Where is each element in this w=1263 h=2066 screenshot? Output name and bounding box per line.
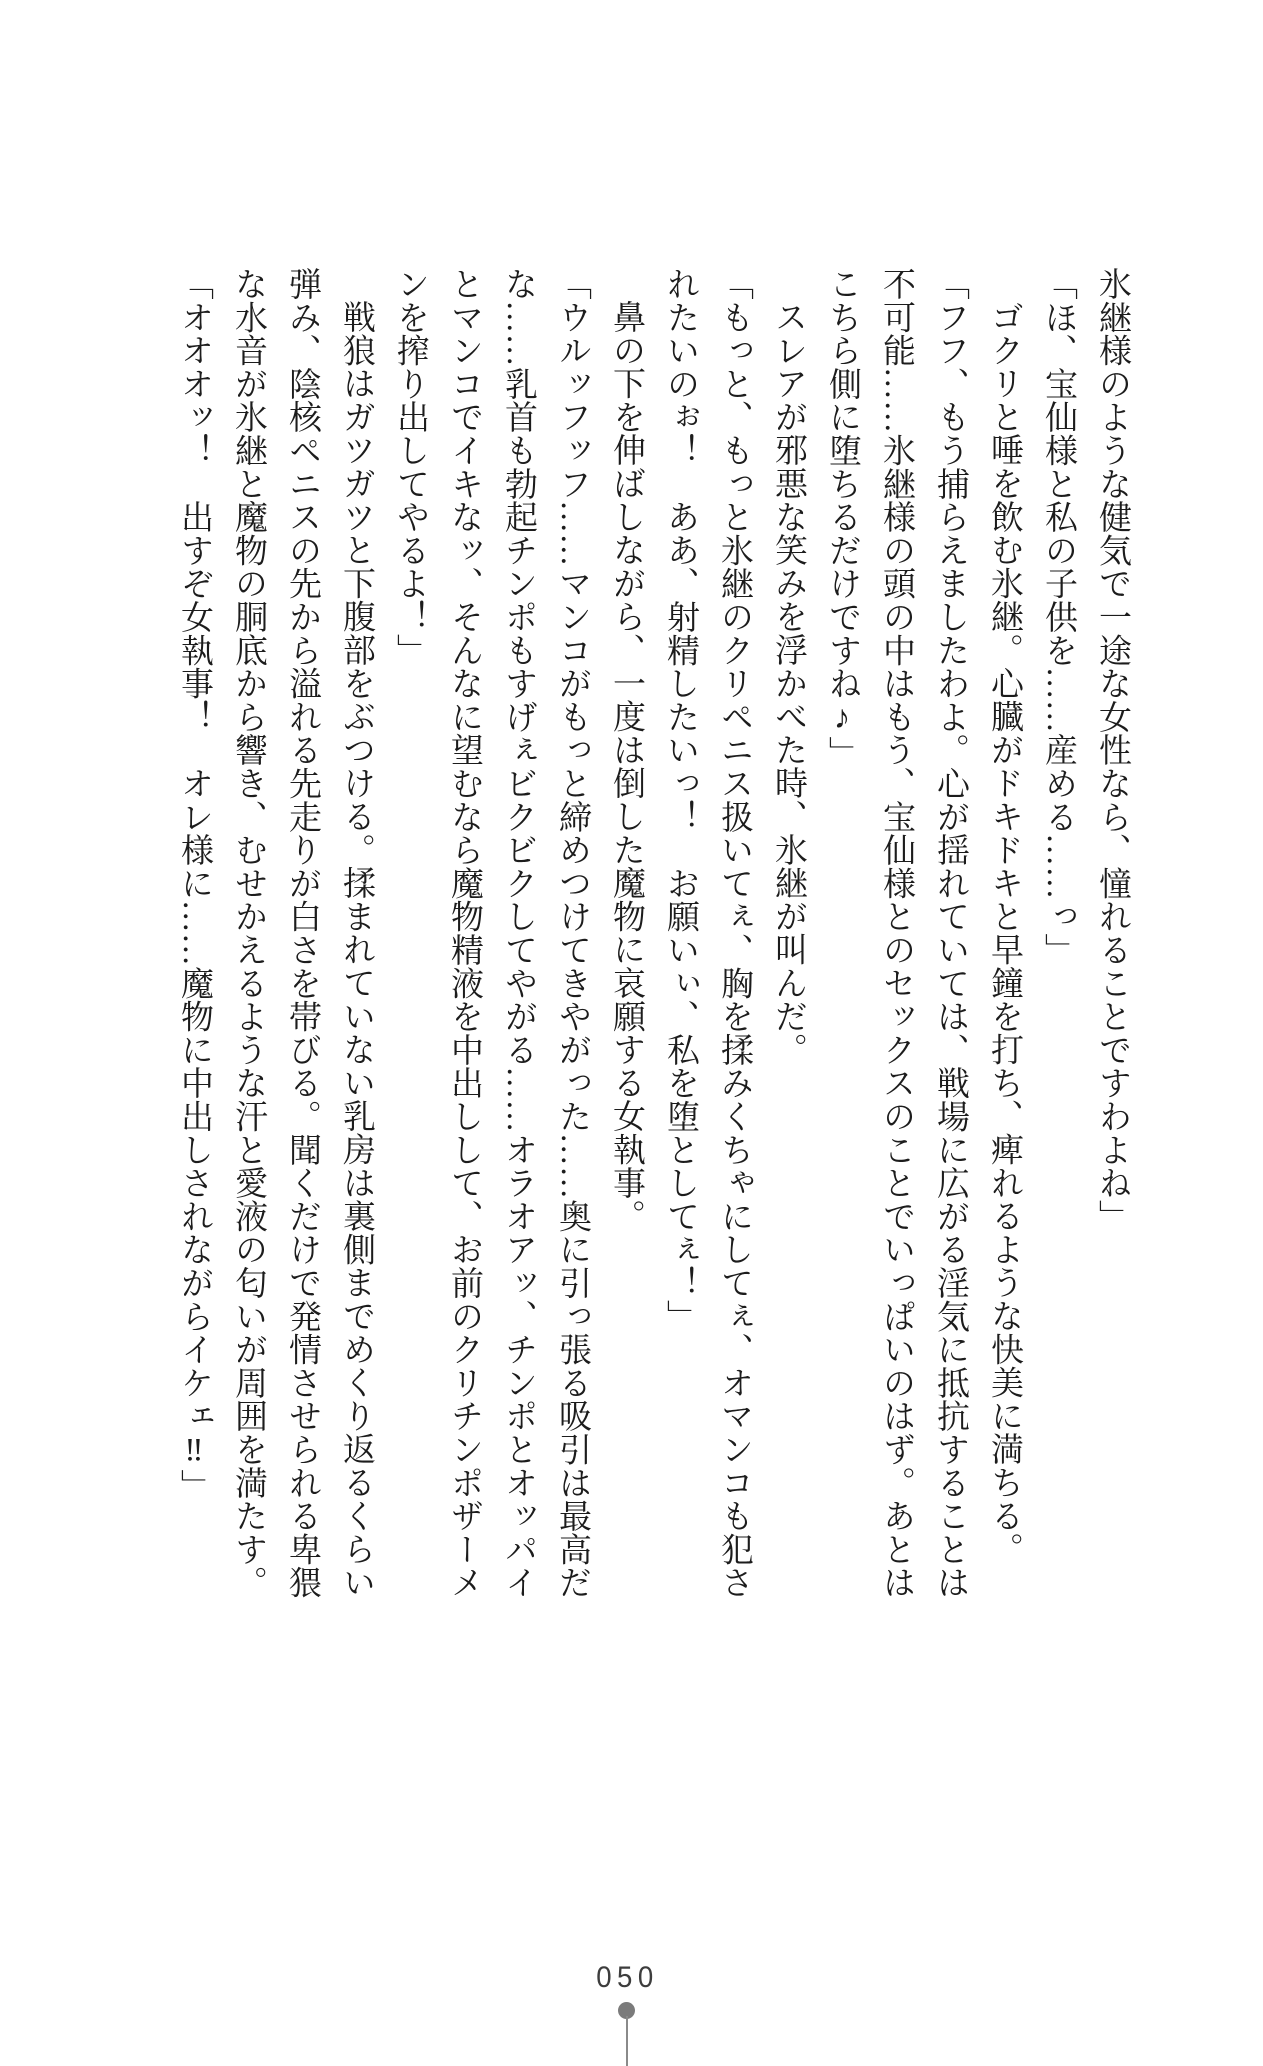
text-line: な……乳首も勃起チンポもすげぇビクビクしてやがる……オラオアッ、チンポとオッパイ [500, 267, 536, 1599]
vertical-text-block [167, 267, 1139, 1612]
text-line: 戦狼はガツガツと下腹部をぶつける。揉まれていない乳房は裏側までめくり返るくらい [338, 300, 374, 1599]
text-line: スレアが邪悪な笑みを浮かべた時、氷継が叫んだ。 [770, 300, 806, 1066]
text-line: 鼻の下を伸ばしながら、一度は倒した魔物に哀願する女執事。 [608, 300, 644, 1233]
text-line: とマンコでイキなッ、そんなに望むなら魔物精液を中出しして、お前のクリチンポザーメ [446, 267, 482, 1599]
text-line: 「ほ、宝仙様と私の子供を……産める……っ」 [1040, 267, 1076, 967]
text-line: 「オオオッ！ 出すぞ女執事！ オレ様に……魔物に中出しされながらイケェ‼」 [176, 267, 212, 1503]
text-line: な水音が氷継と魔物の胴底から響き、むせかえるような汗と愛液の匂いが周囲を満たす。 [230, 267, 266, 1599]
text-line: こちら側に堕ちるだけですね♪」 [824, 267, 860, 770]
text-line: 氷継様のような健気で一途な女性なら、憧れることですわよね」 [1094, 267, 1130, 1233]
page-marker-line [626, 2016, 628, 2066]
text-line: 「もっと、もっと氷継のクリペニス扱いてぇ、胸を揉みくちゃにしてぇ、オマンコも犯さ [716, 267, 752, 1599]
text-line: 「フフ、もう捕らえましたわよ。心が揺れていては、戦場に広がる淫気に抵抗することは [932, 267, 968, 1599]
text-line: 不可能……氷継様の頭の中はもう、宝仙様とのセックスのことでいっぱいのはず。あとは [878, 267, 914, 1599]
text-line: ゴクリと唾を飲む氷継。心臓がドキドキと早鐘を打ち、痺れるような快美に満ちる。 [986, 300, 1022, 1566]
text-line: 弾み、陰核ペニスの先から溢れる先走りが白さを帯びる。聞くだけで発情させられる卑猥 [284, 267, 320, 1599]
page-number: 050 [596, 1961, 659, 1994]
text-line: ンを搾り出してやるよ！」 [392, 267, 428, 667]
text-line: れたいのぉ！ ああ、射精したいっ！ お願いぃ、私を堕としてぇ！」 [662, 267, 698, 1333]
text-line: 「ウルッフッフ……マンコがもっと締めつけてきやがった……奥に引っ張る吸引は最高だ [554, 267, 590, 1599]
